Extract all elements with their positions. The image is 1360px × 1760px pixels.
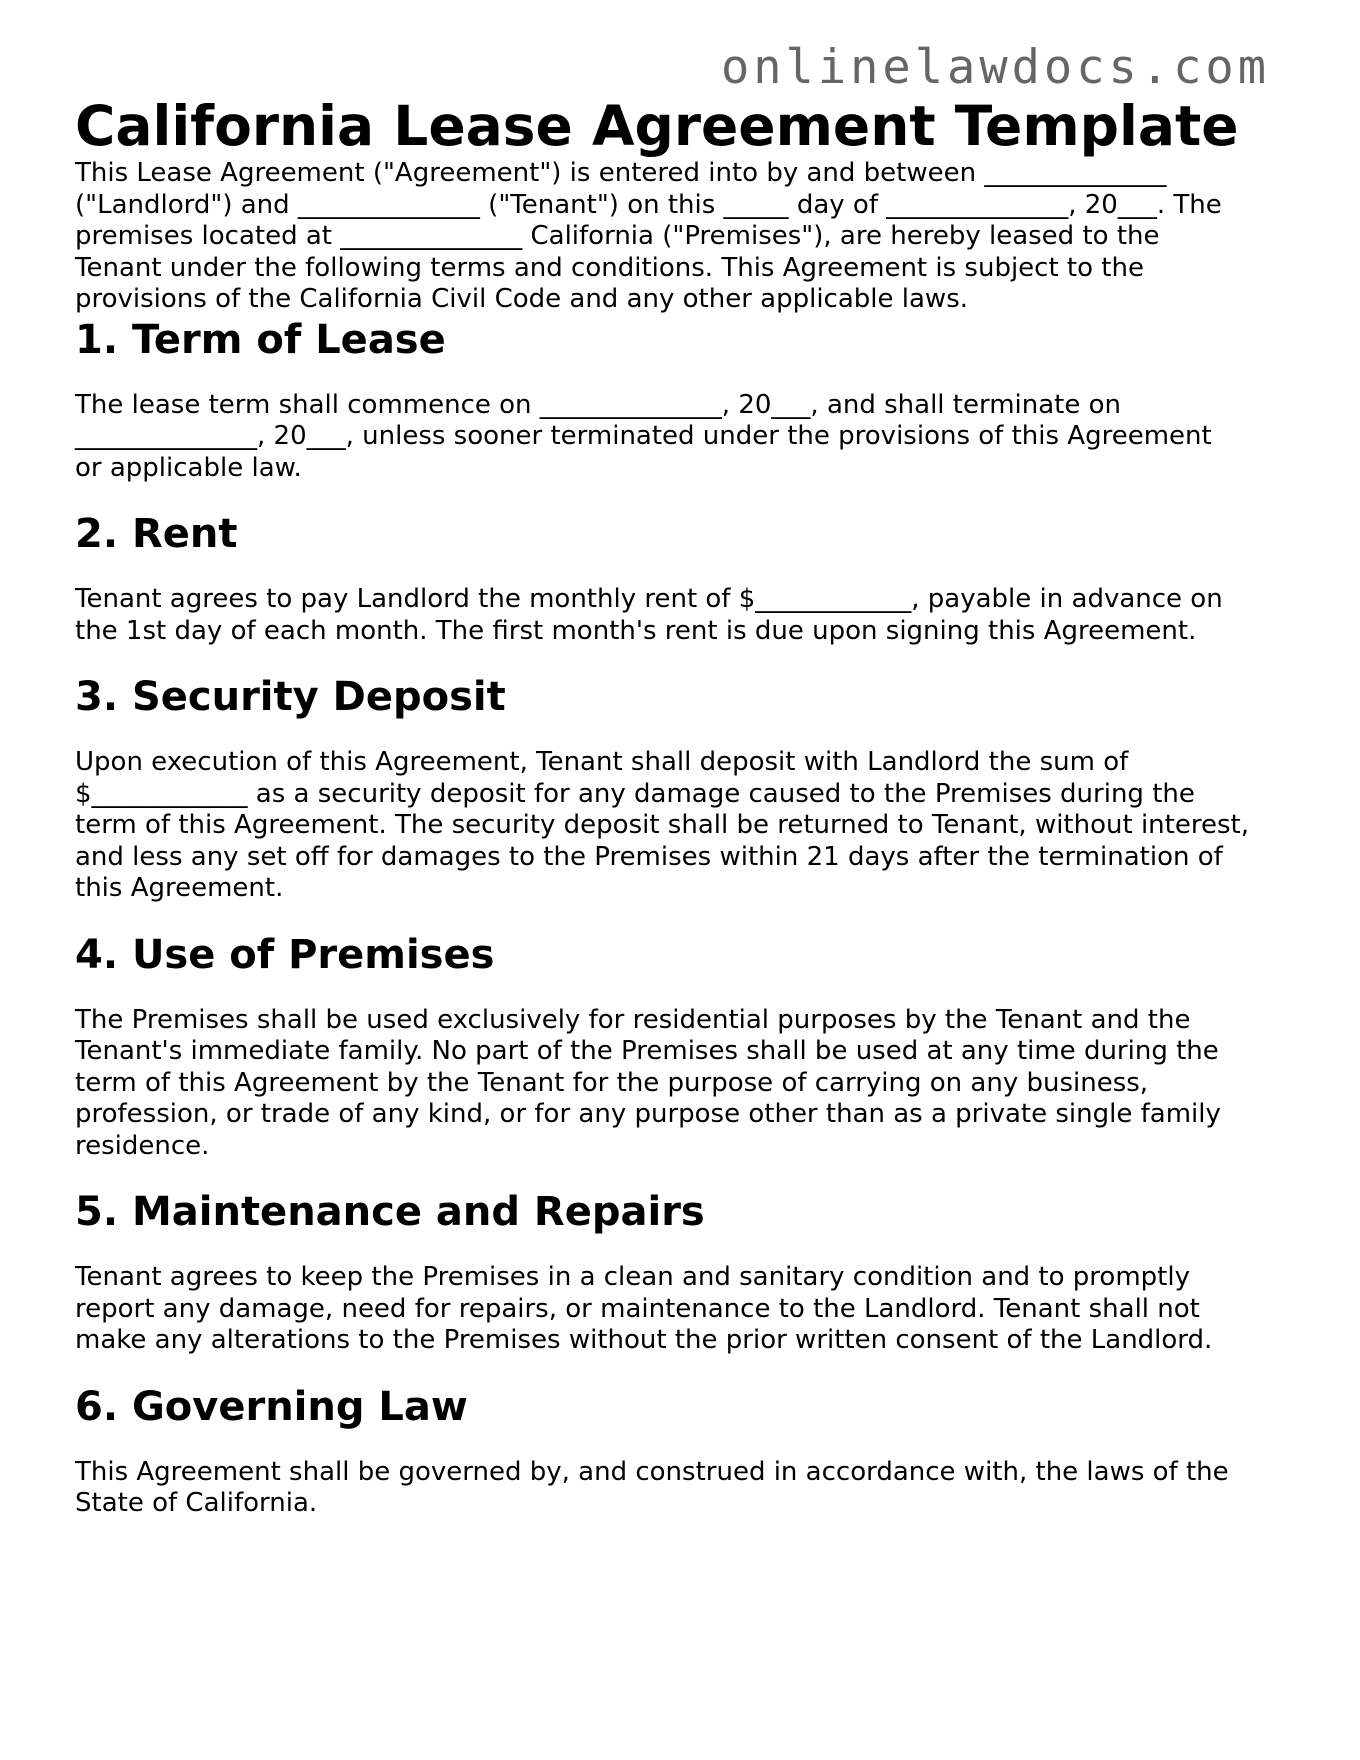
section-body: Upon execution of this Agreement, Tenant shall deposit with Landlord the sum of $____________ as a security deposit for any damage caused to the Premises during the term of this Agreement. The security deposit shall be returned to Tenant, without interest, and less any set off for damages to the Premises within 21 days after the termination of this Agreement. xyxy=(75,747,1249,904)
section-term-of-lease xyxy=(75,316,1275,485)
section-use-of-premises xyxy=(75,931,1275,1163)
section-security-deposit xyxy=(75,673,1275,905)
section-body: The lease term shall commence on ______________, 20___, and shall terminate on ______________, 20___, unless sooner terminated under the provisions of this Agreement or applicable law. xyxy=(75,389,1212,483)
section-heading: 5. Maintenance and Repairs xyxy=(75,1189,705,1236)
section-rent xyxy=(75,510,1275,647)
section-heading: 2. Rent xyxy=(75,511,238,558)
section-body: The Premises shall be used exclusively for residential purposes by the Tenant and the Tenant's immediate family. No part of the Premises shall be used at any time during the term of this Agreement by the Tenant for the purpose of carrying on any business, profession, or trade of any kind, or for any purpose other than as a private single family residence. xyxy=(75,1004,1221,1161)
section-body: Tenant agrees to pay Landlord the monthly rent of $____________, payable in advance on the 1st day of each month. The first month's rent is due upon signing this Agreement. xyxy=(75,584,1223,646)
intro-paragraph: This Lease Agreement ("Agreement") is entered into by and between ______________ ("Landlord") and ______________ ("Tenant") on this _____ day of ______________, 20___. The premises located at ______________ California ("Premises"), are hereby leased to the Tenant under the following terms and conditions. This Agreement is subject to the provisions of the California Civil Code and any other applicable laws. xyxy=(75,158,1222,315)
section-heading: 6. Governing Law xyxy=(75,1383,468,1430)
section-maintenance-and-repairs xyxy=(75,1188,1275,1357)
section-governing-law xyxy=(75,1383,1275,1520)
site-watermark: onlinelawdocs.com xyxy=(720,40,1270,95)
section-heading: 4. Use of Premises xyxy=(75,931,495,978)
document-title: California Lease Agreement Template xyxy=(75,94,1239,158)
section-body: Tenant agrees to keep the Premises in a clean and sanitary condition and to promptly report any damage, need for repairs, or maintenance to the Landlord. Tenant shall not make any alterations to the Premises without the prior written consent of the Landlord. xyxy=(75,1262,1213,1356)
section-heading: 3. Security Deposit xyxy=(75,674,506,721)
section-heading: 1. Term of Lease xyxy=(75,316,446,363)
document-page xyxy=(75,95,1275,1520)
section-body: This Agreement shall be governed by, and construed in accordance with, the laws of the State of California. xyxy=(75,1456,1229,1519)
